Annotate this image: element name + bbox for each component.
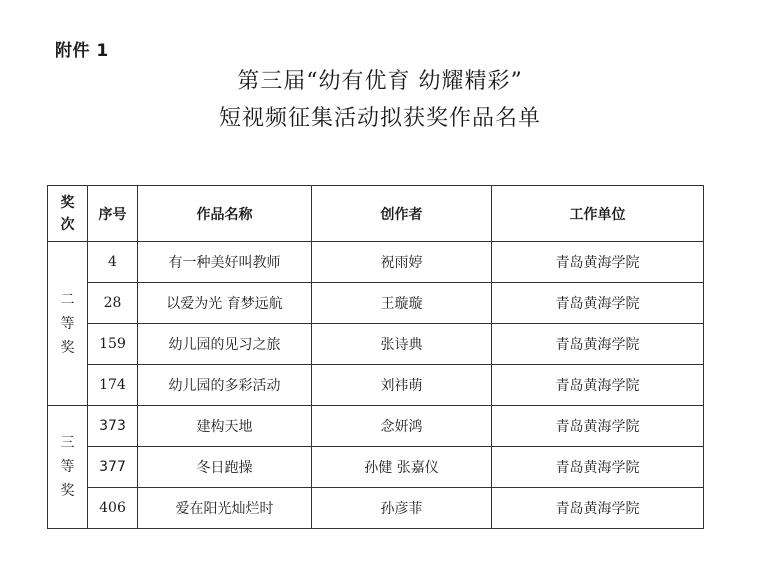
work-title: 有一种美好叫教师 xyxy=(138,242,312,283)
column-header-author: 创作者 xyxy=(312,186,492,242)
work-title: 冬日跑操 xyxy=(138,447,312,488)
author-name: 孙彦菲 xyxy=(312,488,492,529)
column-header-unit: 工作单位 xyxy=(492,186,704,242)
work-title: 爱在阳光灿烂时 xyxy=(138,488,312,529)
work-unit: 青岛黄海学院 xyxy=(492,242,704,283)
column-header-award: 奖次 xyxy=(48,186,88,242)
entry-number: 174 xyxy=(88,365,138,406)
table-row xyxy=(48,488,704,529)
work-title: 幼儿园的见习之旅 xyxy=(138,324,312,365)
work-unit: 青岛黄海学院 xyxy=(492,488,704,529)
author-name: 张诗典 xyxy=(312,324,492,365)
table-row xyxy=(48,406,704,447)
award-level-cell: 三等奖 xyxy=(48,406,88,529)
author-name: 念妍鸿 xyxy=(312,406,492,447)
document-title-line1: 第三届“幼有优育 幼耀精彩” xyxy=(237,69,523,94)
work-unit: 青岛黄海学院 xyxy=(492,324,704,365)
work-unit: 青岛黄海学院 xyxy=(492,447,704,488)
table-row xyxy=(48,283,704,324)
entry-number: 159 xyxy=(88,324,138,365)
work-title: 建构天地 xyxy=(138,406,312,447)
column-header-number: 序号 xyxy=(88,186,138,242)
award-list-table xyxy=(47,185,704,529)
work-title: 幼儿园的多彩活动 xyxy=(138,365,312,406)
entry-number: 373 xyxy=(88,406,138,447)
document-title-line2: 短视频征集活动拟获奖作品名单 xyxy=(218,106,541,131)
attachment-label: 附件 1 xyxy=(55,41,109,61)
author-name: 祝雨婷 xyxy=(312,242,492,283)
work-unit: 青岛黄海学院 xyxy=(492,283,704,324)
table-row xyxy=(48,242,704,283)
column-header-work: 作品名称 xyxy=(138,186,312,242)
entry-number: 377 xyxy=(88,447,138,488)
author-name: 刘祎萌 xyxy=(312,365,492,406)
work-unit: 青岛黄海学院 xyxy=(492,365,704,406)
entry-number: 406 xyxy=(88,488,138,529)
work-title: 以爱为光 育梦远航 xyxy=(138,283,312,324)
entry-number: 4 xyxy=(88,242,138,283)
work-unit: 青岛黄海学院 xyxy=(492,406,704,447)
award-level-cell: 二等奖 xyxy=(48,242,88,406)
table-row xyxy=(48,447,704,488)
table-row xyxy=(48,365,704,406)
author-name: 王璇璇 xyxy=(312,283,492,324)
author-name: 孙健 张嘉仪 xyxy=(312,447,492,488)
table-header-row xyxy=(48,186,704,242)
table-row xyxy=(48,324,704,365)
entry-number: 28 xyxy=(88,283,138,324)
